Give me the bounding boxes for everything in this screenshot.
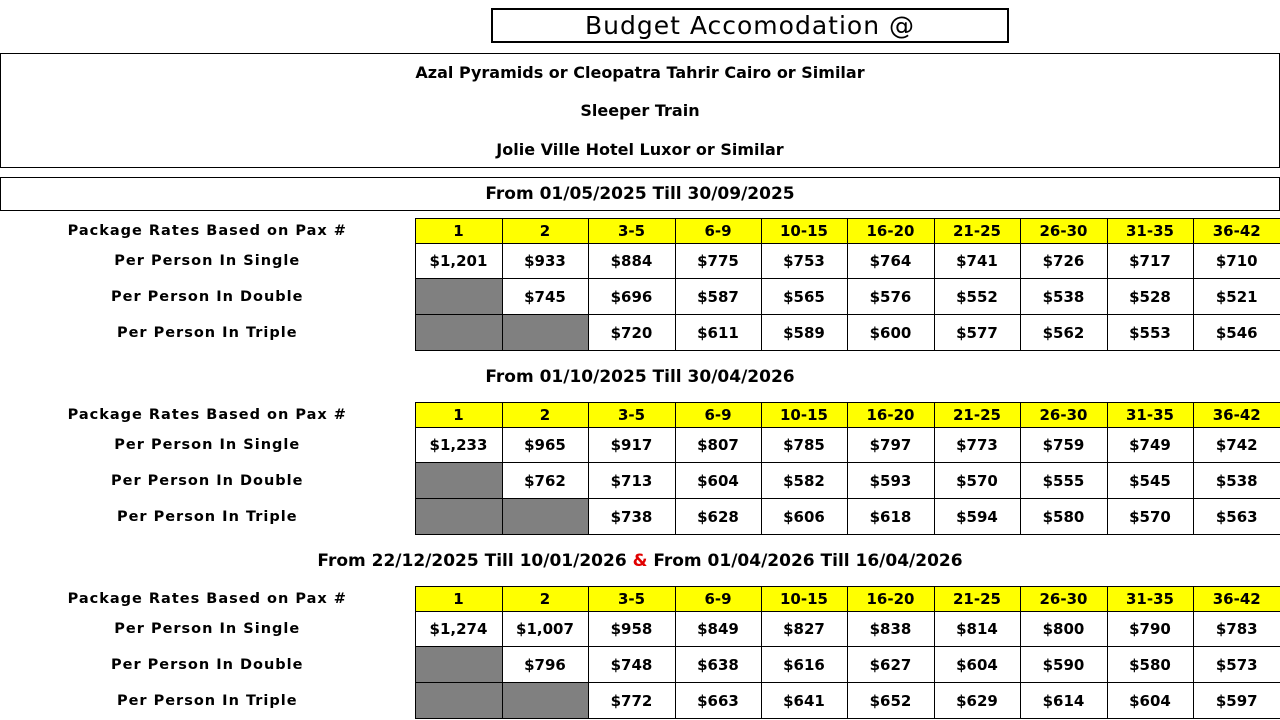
price-cell: $641 bbox=[761, 683, 847, 719]
pax-column-header: 26-30 bbox=[1020, 219, 1107, 244]
table-row-triple bbox=[0, 499, 1280, 535]
price-cell: $552 bbox=[934, 279, 1020, 315]
row-label-single: Per Person In Single bbox=[0, 244, 415, 279]
pax-column-header: 6-9 bbox=[675, 587, 761, 612]
price-cell: $528 bbox=[1107, 279, 1193, 315]
price-cell: $773 bbox=[934, 428, 1020, 463]
price-cell: $710 bbox=[1193, 244, 1280, 279]
price-cell: $720 bbox=[588, 315, 675, 351]
unavailable-cell bbox=[502, 499, 588, 535]
price-cell: $1,007 bbox=[502, 612, 588, 647]
price-cell: $958 bbox=[588, 612, 675, 647]
price-cell: $738 bbox=[588, 499, 675, 535]
price-cell: $582 bbox=[761, 463, 847, 499]
table-row-triple bbox=[0, 683, 1280, 719]
price-cell: $759 bbox=[1020, 428, 1107, 463]
pax-column-header: 21-25 bbox=[934, 403, 1020, 428]
price-cell: $838 bbox=[847, 612, 934, 647]
table-row-double bbox=[0, 279, 1280, 315]
table-row-single bbox=[0, 428, 1280, 463]
pax-column-header: 2 bbox=[502, 403, 588, 428]
pax-column-header: 31-35 bbox=[1107, 587, 1193, 612]
pax-column-header: 10-15 bbox=[761, 403, 847, 428]
price-cell: $814 bbox=[934, 612, 1020, 647]
pax-column-header: 6-9 bbox=[675, 403, 761, 428]
price-cell: $570 bbox=[934, 463, 1020, 499]
price-cell: $580 bbox=[1107, 647, 1193, 683]
table-header-row bbox=[0, 219, 1280, 244]
pax-column-header: 36-42 bbox=[1193, 219, 1280, 244]
table-header-row bbox=[0, 403, 1280, 428]
table-header-row bbox=[0, 587, 1280, 612]
price-cell: $827 bbox=[761, 612, 847, 647]
page-title: Budget Accomodation @ bbox=[491, 8, 1009, 43]
price-cell: $538 bbox=[1193, 463, 1280, 499]
price-cell: $741 bbox=[934, 244, 1020, 279]
price-cell: $627 bbox=[847, 647, 934, 683]
price-cell: $742 bbox=[1193, 428, 1280, 463]
pax-column-header: 31-35 bbox=[1107, 219, 1193, 244]
row-label-triple: Per Person In Triple bbox=[0, 683, 415, 719]
table-row-triple bbox=[0, 315, 1280, 351]
price-cell: $616 bbox=[761, 647, 847, 683]
row-label-double: Per Person In Double bbox=[0, 647, 415, 683]
pax-column-header: 10-15 bbox=[761, 219, 847, 244]
price-cell: $565 bbox=[761, 279, 847, 315]
price-cell: $593 bbox=[847, 463, 934, 499]
price-cell: $783 bbox=[1193, 612, 1280, 647]
price-cell: $762 bbox=[502, 463, 588, 499]
rates-table-period-2 bbox=[0, 402, 1280, 535]
price-cell: $521 bbox=[1193, 279, 1280, 315]
table-row-single bbox=[0, 244, 1280, 279]
price-cell: $538 bbox=[1020, 279, 1107, 315]
row-label-single: Per Person In Single bbox=[0, 428, 415, 463]
price-cell: $713 bbox=[588, 463, 675, 499]
itinerary-box bbox=[0, 53, 1280, 168]
luxor-hotel: Jolie Ville Hotel Luxor or Similar bbox=[496, 140, 784, 159]
pax-header-label: Package Rates Based on Pax # bbox=[0, 219, 415, 244]
unavailable-cell bbox=[415, 499, 502, 535]
unavailable-cell bbox=[415, 279, 502, 315]
price-cell: $573 bbox=[1193, 647, 1280, 683]
pax-column-header: 36-42 bbox=[1193, 587, 1280, 612]
pax-column-header: 1 bbox=[415, 587, 502, 612]
pax-header-label: Package Rates Based on Pax # bbox=[0, 403, 415, 428]
price-cell: $764 bbox=[847, 244, 934, 279]
price-cell: $749 bbox=[1107, 428, 1193, 463]
pax-column-header: 3-5 bbox=[588, 587, 675, 612]
price-cell: $562 bbox=[1020, 315, 1107, 351]
price-cell: $1,274 bbox=[415, 612, 502, 647]
pax-column-header: 3-5 bbox=[588, 219, 675, 244]
pax-column-header: 36-42 bbox=[1193, 403, 1280, 428]
price-cell: $772 bbox=[588, 683, 675, 719]
price-cell: $800 bbox=[1020, 612, 1107, 647]
price-cell: $1,201 bbox=[415, 244, 502, 279]
price-cell: $884 bbox=[588, 244, 675, 279]
period-3-title bbox=[0, 544, 1280, 578]
price-cell: $745 bbox=[502, 279, 588, 315]
unavailable-cell bbox=[502, 315, 588, 351]
pax-column-header: 1 bbox=[415, 403, 502, 428]
price-cell: $587 bbox=[675, 279, 761, 315]
price-cell: $618 bbox=[847, 499, 934, 535]
price-cell: $663 bbox=[675, 683, 761, 719]
price-cell: $796 bbox=[502, 647, 588, 683]
price-cell: $604 bbox=[675, 463, 761, 499]
price-cell: $570 bbox=[1107, 499, 1193, 535]
price-cell: $590 bbox=[1020, 647, 1107, 683]
unavailable-cell bbox=[415, 683, 502, 719]
price-cell: $628 bbox=[675, 499, 761, 535]
price-cell: $933 bbox=[502, 244, 588, 279]
price-cell: $638 bbox=[675, 647, 761, 683]
pax-column-header: 16-20 bbox=[847, 587, 934, 612]
table-row-double bbox=[0, 463, 1280, 499]
price-cell: $696 bbox=[588, 279, 675, 315]
price-cell: $614 bbox=[1020, 683, 1107, 719]
price-cell: $545 bbox=[1107, 463, 1193, 499]
ampersand: & bbox=[632, 551, 648, 571]
price-cell: $753 bbox=[761, 244, 847, 279]
rates-table-period-3 bbox=[0, 586, 1280, 719]
price-cell: $807 bbox=[675, 428, 761, 463]
unavailable-cell bbox=[415, 647, 502, 683]
row-label-triple: Per Person In Triple bbox=[0, 315, 415, 351]
price-cell: $790 bbox=[1107, 612, 1193, 647]
row-label-triple: Per Person In Triple bbox=[0, 499, 415, 535]
price-cell: $849 bbox=[675, 612, 761, 647]
table-row-double bbox=[0, 647, 1280, 683]
pax-column-header: 16-20 bbox=[847, 403, 934, 428]
price-cell: $611 bbox=[675, 315, 761, 351]
price-cell: $917 bbox=[588, 428, 675, 463]
pax-column-header: 2 bbox=[502, 219, 588, 244]
pax-column-header: 2 bbox=[502, 587, 588, 612]
price-cell: $965 bbox=[502, 428, 588, 463]
unavailable-cell bbox=[415, 463, 502, 499]
price-cell: $576 bbox=[847, 279, 934, 315]
price-cell: $553 bbox=[1107, 315, 1193, 351]
pax-column-header: 3-5 bbox=[588, 403, 675, 428]
pax-column-header: 31-35 bbox=[1107, 403, 1193, 428]
price-cell: $748 bbox=[588, 647, 675, 683]
price-cell: $629 bbox=[934, 683, 1020, 719]
price-cell: $1,233 bbox=[415, 428, 502, 463]
price-cell: $717 bbox=[1107, 244, 1193, 279]
rates-table-period-1 bbox=[0, 218, 1280, 351]
price-cell: $563 bbox=[1193, 499, 1280, 535]
period-1-title: From 01/05/2025 Till 30/09/2025 bbox=[0, 177, 1280, 211]
sleeper-train: Sleeper Train bbox=[580, 101, 700, 120]
price-cell: $580 bbox=[1020, 499, 1107, 535]
row-label-double: Per Person In Double bbox=[0, 463, 415, 499]
period-2-title: From 01/10/2025 Till 30/04/2026 bbox=[485, 367, 795, 387]
period-3-range-b: From 01/04/2026 Till 16/04/2026 bbox=[653, 551, 963, 571]
pax-column-header: 21-25 bbox=[934, 587, 1020, 612]
pax-column-header: 1 bbox=[415, 219, 502, 244]
price-cell: $652 bbox=[847, 683, 934, 719]
unavailable-cell bbox=[415, 315, 502, 351]
pax-column-header: 26-30 bbox=[1020, 587, 1107, 612]
pax-column-header: 10-15 bbox=[761, 587, 847, 612]
row-label-double: Per Person In Double bbox=[0, 279, 415, 315]
price-cell: $597 bbox=[1193, 683, 1280, 719]
table-row-single bbox=[0, 612, 1280, 647]
pax-column-header: 16-20 bbox=[847, 219, 934, 244]
pax-header-label: Package Rates Based on Pax # bbox=[0, 587, 415, 612]
period-3-range-a: From 22/12/2025 Till 10/01/2026 bbox=[317, 551, 627, 571]
pax-column-header: 26-30 bbox=[1020, 403, 1107, 428]
pax-column-header: 21-25 bbox=[934, 219, 1020, 244]
row-label-single: Per Person In Single bbox=[0, 612, 415, 647]
price-cell: $589 bbox=[761, 315, 847, 351]
price-cell: $604 bbox=[1107, 683, 1193, 719]
price-cell: $606 bbox=[761, 499, 847, 535]
price-cell: $577 bbox=[934, 315, 1020, 351]
price-cell: $785 bbox=[761, 428, 847, 463]
price-cell: $726 bbox=[1020, 244, 1107, 279]
pax-column-header: 6-9 bbox=[675, 219, 761, 244]
unavailable-cell bbox=[502, 683, 588, 719]
price-cell: $604 bbox=[934, 647, 1020, 683]
price-cell: $600 bbox=[847, 315, 934, 351]
price-cell: $546 bbox=[1193, 315, 1280, 351]
price-cell: $594 bbox=[934, 499, 1020, 535]
cairo-hotel: Azal Pyramids or Cleopatra Tahrir Cairo or Similar bbox=[415, 63, 865, 82]
price-cell: $555 bbox=[1020, 463, 1107, 499]
price-cell: $775 bbox=[675, 244, 761, 279]
price-cell: $797 bbox=[847, 428, 934, 463]
